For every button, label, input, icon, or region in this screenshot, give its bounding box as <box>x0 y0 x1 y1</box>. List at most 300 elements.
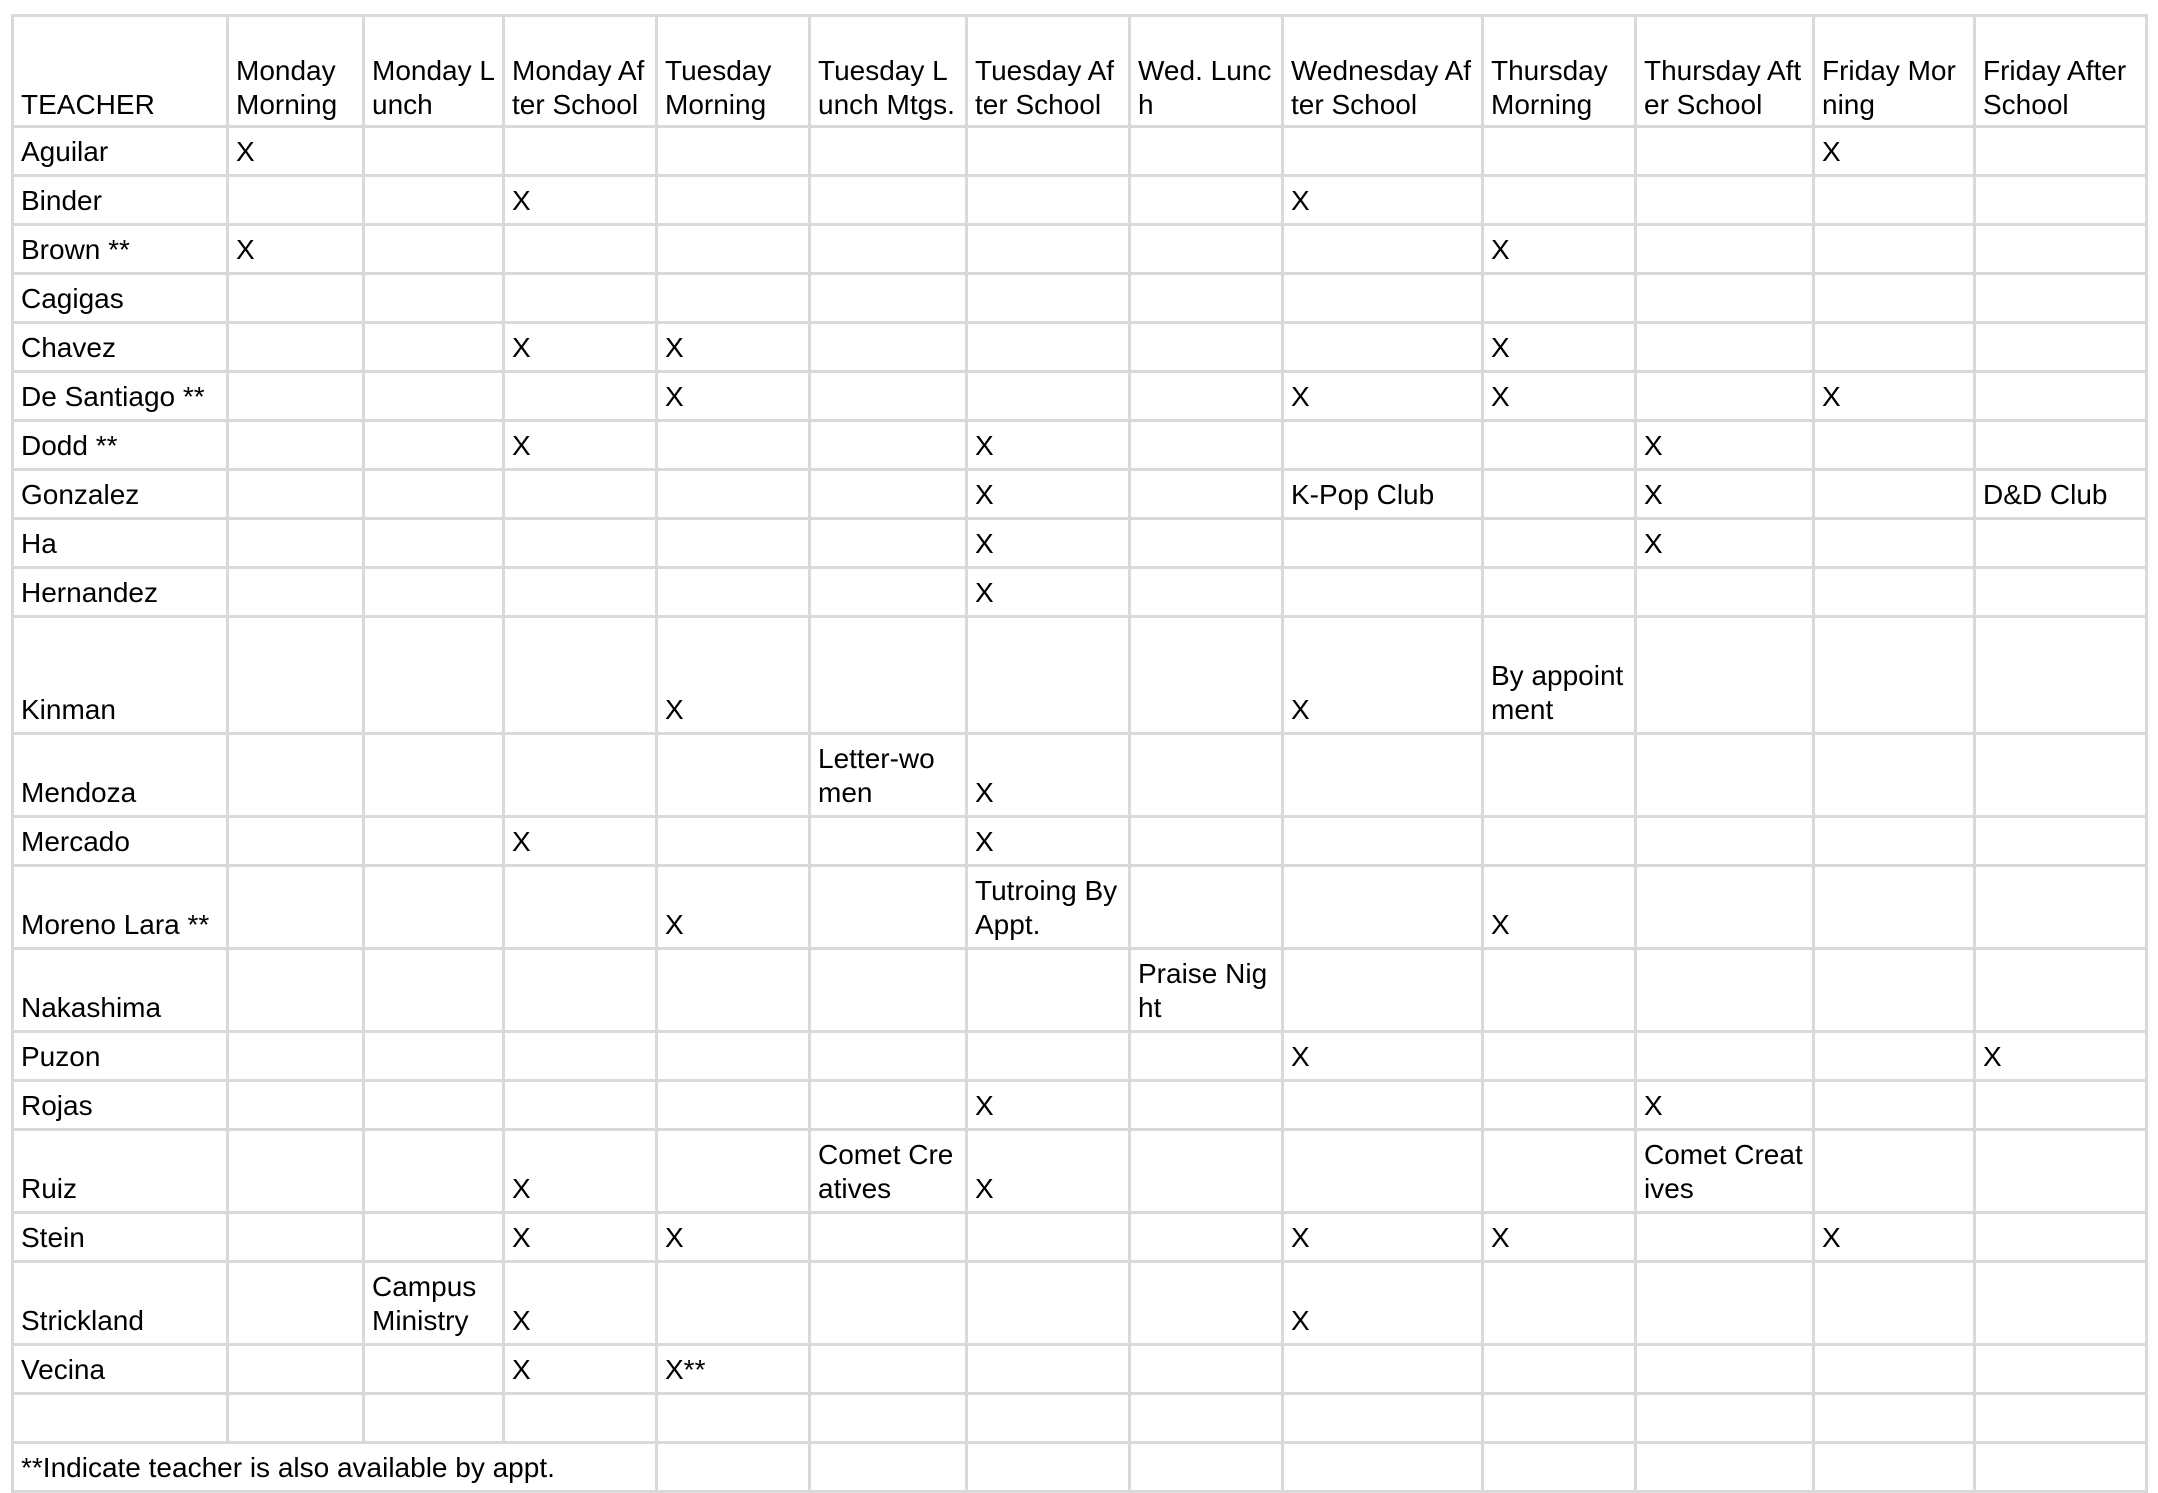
availability-cell-monday-lunch: Campus Ministry <box>364 1262 504 1345</box>
availability-cell-friday-morning <box>1814 274 1975 323</box>
availability-cell-wednesday-after-school <box>1283 323 1483 372</box>
table-row <box>13 127 2147 176</box>
availability-cell-thursday-morning <box>1483 1032 1636 1081</box>
availability-cell-tuesday-after-school: X <box>967 470 1130 519</box>
availability-cell-monday-lunch <box>364 617 504 734</box>
availability-cell-monday-lunch <box>364 568 504 617</box>
availability-cell-thursday-morning <box>1483 1394 1636 1443</box>
availability-cell-friday-after-school <box>1975 617 2147 734</box>
availability-cell-tuesday-lunch-mtgs <box>810 817 967 866</box>
availability-cell-thursday-morning <box>1483 734 1636 817</box>
availability-cell-friday-after-school <box>1975 568 2147 617</box>
availability-cell-thursday-after-school: X <box>1636 519 1814 568</box>
availability-cell-tuesday-morning <box>657 421 810 470</box>
availability-cell-tuesday-after-school <box>967 225 1130 274</box>
availability-cell-wed-lunch <box>1130 1262 1283 1345</box>
column-header-tuesday-lunch-mtgs: Tuesday Lunch Mtgs. <box>810 16 967 127</box>
availability-cell-monday-after-school <box>504 372 657 421</box>
availability-cell-friday-morning <box>1814 1394 1975 1443</box>
availability-cell-thursday-after-school: Comet Creatives <box>1636 1130 1814 1213</box>
availability-cell-friday-morning <box>1814 421 1975 470</box>
column-header-monday-lunch: Monday Lunch <box>364 16 504 127</box>
availability-cell-tuesday-lunch-mtgs <box>810 470 967 519</box>
availability-cell-thursday-after-school <box>1636 949 1814 1032</box>
availability-cell-thursday-morning <box>1483 421 1636 470</box>
availability-cell-wednesday-after-school <box>1283 421 1483 470</box>
availability-cell-thursday-after-school: X <box>1636 421 1814 470</box>
teacher-name-cell: Moreno Lara ** <box>13 866 228 949</box>
table-row <box>13 866 2147 949</box>
table-row <box>13 817 2147 866</box>
teacher-name-cell: Mendoza <box>13 734 228 817</box>
teacher-name-cell: Dodd ** <box>13 421 228 470</box>
availability-cell-tuesday-after-school <box>967 127 1130 176</box>
availability-cell-tuesday-morning <box>657 1032 810 1081</box>
availability-cell-monday-lunch <box>364 519 504 568</box>
availability-cell-friday-morning <box>1814 519 1975 568</box>
availability-cell-thursday-morning <box>1483 470 1636 519</box>
availability-cell-tuesday-morning <box>657 225 810 274</box>
footnote-empty-cell <box>1130 1443 1283 1492</box>
footnote-empty-cell <box>810 1443 967 1492</box>
teacher-name-cell: Nakashima <box>13 949 228 1032</box>
availability-cell-thursday-after-school <box>1636 372 1814 421</box>
availability-cell-tuesday-after-school <box>967 274 1130 323</box>
availability-cell-thursday-morning <box>1483 127 1636 176</box>
availability-cell-wed-lunch <box>1130 225 1283 274</box>
availability-cell-thursday-morning: X <box>1483 225 1636 274</box>
availability-cell-wed-lunch <box>1130 866 1283 949</box>
availability-cell-monday-after-school <box>504 519 657 568</box>
availability-cell-monday-after-school: X <box>504 176 657 225</box>
availability-cell-tuesday-morning <box>657 1130 810 1213</box>
header-row <box>13 16 2147 127</box>
availability-cell-tuesday-lunch-mtgs <box>810 568 967 617</box>
availability-cell-monday-after-school <box>504 1394 657 1443</box>
availability-cell-thursday-after-school <box>1636 1262 1814 1345</box>
availability-cell-tuesday-lunch-mtgs <box>810 1394 967 1443</box>
availability-cell-tuesday-after-school: X <box>967 519 1130 568</box>
availability-cell-wednesday-after-school: X <box>1283 1032 1483 1081</box>
availability-cell-friday-morning <box>1814 225 1975 274</box>
availability-cell-tuesday-after-school <box>967 323 1130 372</box>
availability-cell-monday-morning <box>228 470 364 519</box>
table-row <box>13 519 2147 568</box>
availability-cell-wed-lunch <box>1130 1081 1283 1130</box>
availability-cell-tuesday-lunch-mtgs <box>810 1262 967 1345</box>
availability-cell-wed-lunch <box>1130 470 1283 519</box>
availability-cell-tuesday-after-school <box>967 372 1130 421</box>
availability-cell-monday-morning <box>228 519 364 568</box>
availability-cell-tuesday-after-school: Tutroing By Appt. <box>967 866 1130 949</box>
availability-cell-monday-morning <box>228 1213 364 1262</box>
availability-cell-tuesday-after-school <box>967 176 1130 225</box>
table-row <box>13 323 2147 372</box>
availability-cell-wednesday-after-school: X <box>1283 1213 1483 1262</box>
availability-cell-monday-after-school <box>504 1081 657 1130</box>
availability-cell-wednesday-after-school <box>1283 274 1483 323</box>
table-row <box>13 1345 2147 1394</box>
availability-cell-monday-morning: X <box>228 127 364 176</box>
availability-cell-wed-lunch <box>1130 421 1283 470</box>
availability-cell-tuesday-morning <box>657 817 810 866</box>
availability-cell-monday-after-school <box>504 617 657 734</box>
availability-cell-friday-after-school <box>1975 949 2147 1032</box>
availability-cell-thursday-morning: X <box>1483 372 1636 421</box>
availability-cell-friday-morning <box>1814 323 1975 372</box>
availability-cell-monday-morning <box>228 1032 364 1081</box>
column-header-friday-after-school: Friday After School <box>1975 16 2147 127</box>
availability-cell-thursday-morning: X <box>1483 323 1636 372</box>
availability-cell-wednesday-after-school <box>1283 949 1483 1032</box>
availability-cell-thursday-after-school <box>1636 1345 1814 1394</box>
availability-cell-thursday-morning <box>1483 568 1636 617</box>
availability-cell-friday-morning <box>1814 734 1975 817</box>
availability-cell-friday-after-school <box>1975 817 2147 866</box>
availability-cell-tuesday-after-school <box>967 949 1130 1032</box>
availability-cell-wednesday-after-school <box>1283 1345 1483 1394</box>
availability-cell-monday-morning <box>228 1130 364 1213</box>
table-row <box>13 470 2147 519</box>
table-row <box>13 949 2147 1032</box>
column-header-thursday-after-school: Thursday After School <box>1636 16 1814 127</box>
availability-cell-wed-lunch <box>1130 323 1283 372</box>
availability-cell-tuesday-morning <box>657 176 810 225</box>
availability-cell-tuesday-morning <box>657 519 810 568</box>
availability-cell-thursday-after-school <box>1636 568 1814 617</box>
availability-cell-thursday-morning <box>1483 1345 1636 1394</box>
footnote-empty-cell <box>1814 1443 1975 1492</box>
availability-cell-monday-after-school <box>504 949 657 1032</box>
availability-cell-monday-after-school <box>504 127 657 176</box>
availability-cell-monday-morning <box>228 949 364 1032</box>
availability-cell-monday-morning <box>228 421 364 470</box>
table-row <box>13 176 2147 225</box>
table-row <box>13 617 2147 734</box>
availability-cell-tuesday-lunch-mtgs <box>810 176 967 225</box>
table-row <box>13 1394 2147 1443</box>
footnote-empty-cell <box>1636 1443 1814 1492</box>
footnote: **Indicate teacher is also available by appt. <box>13 1443 657 1492</box>
availability-cell-monday-morning <box>228 1262 364 1345</box>
availability-cell-tuesday-lunch-mtgs <box>810 1345 967 1394</box>
availability-cell-monday-lunch <box>364 1213 504 1262</box>
availability-cell-friday-morning <box>1814 617 1975 734</box>
availability-cell-thursday-after-school <box>1636 1032 1814 1081</box>
availability-cell-friday-after-school <box>1975 274 2147 323</box>
availability-cell-tuesday-after-school: X <box>967 1081 1130 1130</box>
availability-cell-tuesday-lunch-mtgs: Letter-women <box>810 734 967 817</box>
availability-cell-friday-after-school <box>1975 127 2147 176</box>
availability-cell-wed-lunch <box>1130 1213 1283 1262</box>
availability-cell-wednesday-after-school <box>1283 866 1483 949</box>
availability-cell-wednesday-after-school: X <box>1283 176 1483 225</box>
availability-cell-wed-lunch <box>1130 568 1283 617</box>
availability-cell-monday-lunch <box>364 225 504 274</box>
availability-cell-monday-lunch <box>364 734 504 817</box>
availability-cell-thursday-after-school <box>1636 176 1814 225</box>
availability-cell-thursday-after-school <box>1636 1394 1814 1443</box>
availability-cell-monday-lunch <box>364 1345 504 1394</box>
availability-cell-thursday-morning <box>1483 519 1636 568</box>
availability-cell-thursday-after-school: X <box>1636 1081 1814 1130</box>
availability-cell-monday-morning <box>228 372 364 421</box>
footnote-empty-cell <box>967 1443 1130 1492</box>
availability-cell-friday-morning: X <box>1814 127 1975 176</box>
availability-cell-wed-lunch <box>1130 1130 1283 1213</box>
teacher-name-cell: De Santiago ** <box>13 372 228 421</box>
teacher-name-cell: Ruiz <box>13 1130 228 1213</box>
availability-cell-wednesday-after-school: X <box>1283 372 1483 421</box>
availability-cell-monday-after-school: X <box>504 323 657 372</box>
availability-cell-monday-after-school <box>504 1032 657 1081</box>
availability-cell-monday-lunch <box>364 1394 504 1443</box>
table-row <box>13 734 2147 817</box>
availability-cell-tuesday-lunch-mtgs <box>810 866 967 949</box>
office-hours-table <box>11 14 2148 1493</box>
availability-cell-tuesday-after-school: X <box>967 1130 1130 1213</box>
column-header-friday-morning: Friday Morning <box>1814 16 1975 127</box>
availability-cell-friday-after-school <box>1975 1081 2147 1130</box>
availability-cell-tuesday-morning <box>657 949 810 1032</box>
availability-cell-thursday-morning <box>1483 176 1636 225</box>
availability-cell-wed-lunch <box>1130 372 1283 421</box>
availability-cell-friday-morning <box>1814 176 1975 225</box>
availability-cell-tuesday-morning <box>657 1394 810 1443</box>
availability-cell-monday-after-school: X <box>504 1213 657 1262</box>
availability-cell-friday-morning <box>1814 866 1975 949</box>
teacher-name-cell: Binder <box>13 176 228 225</box>
availability-cell-monday-morning <box>228 617 364 734</box>
availability-cell-thursday-after-school <box>1636 274 1814 323</box>
availability-cell-thursday-after-school <box>1636 127 1814 176</box>
availability-cell-thursday-morning <box>1483 817 1636 866</box>
teacher-name-cell: Gonzalez <box>13 470 228 519</box>
availability-cell-monday-after-school: X <box>504 1345 657 1394</box>
availability-cell-tuesday-after-school <box>967 1032 1130 1081</box>
availability-cell-monday-after-school: X <box>504 817 657 866</box>
availability-cell-tuesday-lunch-mtgs <box>810 949 967 1032</box>
availability-cell-tuesday-after-school: X <box>967 421 1130 470</box>
table-row <box>13 421 2147 470</box>
availability-cell-friday-morning: X <box>1814 1213 1975 1262</box>
availability-cell-monday-lunch <box>364 421 504 470</box>
teacher-name-cell: Ha <box>13 519 228 568</box>
availability-cell-tuesday-morning: X** <box>657 1345 810 1394</box>
availability-cell-wed-lunch <box>1130 734 1283 817</box>
availability-cell-tuesday-morning: X <box>657 617 810 734</box>
availability-cell-monday-lunch <box>364 1081 504 1130</box>
availability-cell-friday-after-school <box>1975 866 2147 949</box>
availability-cell-thursday-morning <box>1483 1262 1636 1345</box>
footnote-empty-cell <box>1975 1443 2147 1492</box>
availability-cell-monday-lunch <box>364 323 504 372</box>
availability-cell-friday-morning: X <box>1814 372 1975 421</box>
availability-cell-thursday-morning: By appointment <box>1483 617 1636 734</box>
availability-cell-friday-morning <box>1814 949 1975 1032</box>
availability-cell-wed-lunch <box>1130 817 1283 866</box>
availability-cell-friday-morning <box>1814 470 1975 519</box>
availability-cell-tuesday-lunch-mtgs <box>810 1213 967 1262</box>
availability-cell-friday-after-school <box>1975 421 2147 470</box>
availability-cell-thursday-after-school <box>1636 866 1814 949</box>
availability-cell-thursday-morning <box>1483 274 1636 323</box>
teacher-name-cell: Stein <box>13 1213 228 1262</box>
availability-cell-monday-after-school <box>504 470 657 519</box>
availability-cell-tuesday-lunch-mtgs: Comet Creatives <box>810 1130 967 1213</box>
availability-cell-wed-lunch <box>1130 519 1283 568</box>
availability-cell-tuesday-lunch-mtgs <box>810 323 967 372</box>
availability-cell-monday-morning <box>228 1345 364 1394</box>
availability-cell-wed-lunch <box>1130 617 1283 734</box>
column-header-monday-after-school: Monday After School <box>504 16 657 127</box>
availability-cell-tuesday-lunch-mtgs <box>810 127 967 176</box>
availability-cell-monday-lunch <box>364 127 504 176</box>
availability-cell-wednesday-after-school <box>1283 734 1483 817</box>
availability-cell-tuesday-morning <box>657 568 810 617</box>
footnote-empty-cell <box>1283 1443 1483 1492</box>
availability-cell-tuesday-morning: X <box>657 866 810 949</box>
availability-cell-thursday-morning <box>1483 949 1636 1032</box>
availability-cell-friday-after-school <box>1975 1262 2147 1345</box>
availability-cell-monday-lunch <box>364 1130 504 1213</box>
column-header-teacher: TEACHER <box>13 16 228 127</box>
availability-cell-monday-lunch <box>364 949 504 1032</box>
availability-cell-thursday-morning: X <box>1483 866 1636 949</box>
availability-cell-thursday-after-school <box>1636 1213 1814 1262</box>
availability-cell-tuesday-lunch-mtgs <box>810 225 967 274</box>
availability-cell-wednesday-after-school: K-Pop Club <box>1283 470 1483 519</box>
teacher-name-cell: Cagigas <box>13 274 228 323</box>
availability-cell-thursday-after-school <box>1636 734 1814 817</box>
availability-cell-friday-morning <box>1814 1130 1975 1213</box>
availability-cell-tuesday-morning <box>657 734 810 817</box>
availability-cell-wednesday-after-school <box>1283 1394 1483 1443</box>
availability-cell-monday-lunch <box>364 176 504 225</box>
availability-cell-wednesday-after-school <box>1283 568 1483 617</box>
availability-cell-friday-after-school <box>1975 1394 2147 1443</box>
availability-cell-tuesday-morning <box>657 1262 810 1345</box>
availability-cell-wed-lunch <box>1130 1032 1283 1081</box>
column-header-monday-morning: Monday Morning <box>228 16 364 127</box>
availability-cell-thursday-after-school <box>1636 617 1814 734</box>
availability-cell-tuesday-after-school: X <box>967 734 1130 817</box>
availability-cell-tuesday-morning <box>657 1081 810 1130</box>
availability-cell-monday-lunch <box>364 866 504 949</box>
availability-cell-tuesday-after-school <box>967 1262 1130 1345</box>
footnote-empty-cell <box>657 1443 810 1492</box>
availability-cell-monday-morning <box>228 817 364 866</box>
availability-cell-thursday-after-school <box>1636 817 1814 866</box>
availability-cell-wed-lunch <box>1130 274 1283 323</box>
table-row <box>13 568 2147 617</box>
teacher-name-cell: Vecina <box>13 1345 228 1394</box>
availability-cell-monday-after-school <box>504 734 657 817</box>
availability-cell-tuesday-after-school <box>967 1213 1130 1262</box>
availability-cell-friday-morning <box>1814 1081 1975 1130</box>
column-header-tuesday-morning: Tuesday Morning <box>657 16 810 127</box>
availability-cell-thursday-morning <box>1483 1081 1636 1130</box>
footnote-empty-cell <box>1483 1443 1636 1492</box>
teacher-name-cell: Kinman <box>13 617 228 734</box>
availability-cell-monday-after-school: X <box>504 1262 657 1345</box>
availability-cell-tuesday-morning <box>657 470 810 519</box>
availability-cell-friday-after-school <box>1975 323 2147 372</box>
availability-cell-monday-morning <box>228 866 364 949</box>
teacher-name-cell: Puzon <box>13 1032 228 1081</box>
table-row <box>13 1262 2147 1345</box>
availability-cell-tuesday-morning: X <box>657 1213 810 1262</box>
availability-cell-monday-morning <box>228 274 364 323</box>
availability-cell-wednesday-after-school <box>1283 519 1483 568</box>
availability-cell-wednesday-after-school <box>1283 127 1483 176</box>
availability-cell-tuesday-after-school: X <box>967 817 1130 866</box>
availability-cell-friday-morning <box>1814 1262 1975 1345</box>
column-header-thursday-morning: Thursday Morning <box>1483 16 1636 127</box>
availability-cell-wednesday-after-school: X <box>1283 1262 1483 1345</box>
column-header-tuesday-after-school: Tuesday After School <box>967 16 1130 127</box>
availability-cell-monday-morning <box>228 323 364 372</box>
teacher-name-cell: Rojas <box>13 1081 228 1130</box>
availability-cell-monday-lunch <box>364 372 504 421</box>
availability-cell-monday-after-school: X <box>504 1130 657 1213</box>
availability-cell-friday-after-school <box>1975 1130 2147 1213</box>
availability-cell-thursday-after-school <box>1636 323 1814 372</box>
availability-cell-monday-morning <box>228 568 364 617</box>
column-header-wednesday-after-school: Wednesday After School <box>1283 16 1483 127</box>
availability-cell-monday-lunch <box>364 470 504 519</box>
availability-cell-monday-morning <box>228 176 364 225</box>
availability-cell-tuesday-lunch-mtgs <box>810 421 967 470</box>
footnote-row <box>13 1443 2147 1492</box>
teacher-name-cell: Mercado <box>13 817 228 866</box>
availability-cell-monday-after-school <box>504 225 657 274</box>
availability-cell-wednesday-after-school <box>1283 225 1483 274</box>
availability-cell-tuesday-lunch-mtgs <box>810 372 967 421</box>
availability-cell-tuesday-lunch-mtgs <box>810 274 967 323</box>
availability-cell-wed-lunch <box>1130 176 1283 225</box>
availability-cell-wednesday-after-school <box>1283 1130 1483 1213</box>
availability-cell-friday-morning <box>1814 1032 1975 1081</box>
availability-cell-friday-after-school <box>1975 519 2147 568</box>
availability-cell-thursday-after-school <box>1636 225 1814 274</box>
availability-cell-monday-after-school <box>504 568 657 617</box>
availability-cell-monday-after-school: X <box>504 421 657 470</box>
availability-cell-wednesday-after-school <box>1283 1081 1483 1130</box>
availability-cell-friday-after-school <box>1975 372 2147 421</box>
table-row <box>13 225 2147 274</box>
availability-cell-friday-morning <box>1814 1345 1975 1394</box>
availability-cell-friday-after-school <box>1975 1345 2147 1394</box>
availability-cell-friday-morning <box>1814 817 1975 866</box>
availability-cell-wednesday-after-school <box>1283 817 1483 866</box>
availability-cell-tuesday-lunch-mtgs <box>810 1032 967 1081</box>
availability-cell-wed-lunch <box>1130 1345 1283 1394</box>
availability-cell-friday-after-school: D&D Club <box>1975 470 2147 519</box>
availability-cell-tuesday-after-school <box>967 617 1130 734</box>
teacher-name-cell: Strickland <box>13 1262 228 1345</box>
availability-cell-tuesday-morning <box>657 274 810 323</box>
availability-cell-monday-morning <box>228 1081 364 1130</box>
availability-cell-tuesday-after-school <box>967 1394 1130 1443</box>
table-row <box>13 274 2147 323</box>
availability-cell-tuesday-lunch-mtgs <box>810 1081 967 1130</box>
availability-cell-friday-after-school: X <box>1975 1032 2147 1081</box>
table-row <box>13 1081 2147 1130</box>
column-header-wed-lunch: Wed. Lunch <box>1130 16 1283 127</box>
teacher-name-cell: Brown ** <box>13 225 228 274</box>
teacher-name-cell: Hernandez <box>13 568 228 617</box>
